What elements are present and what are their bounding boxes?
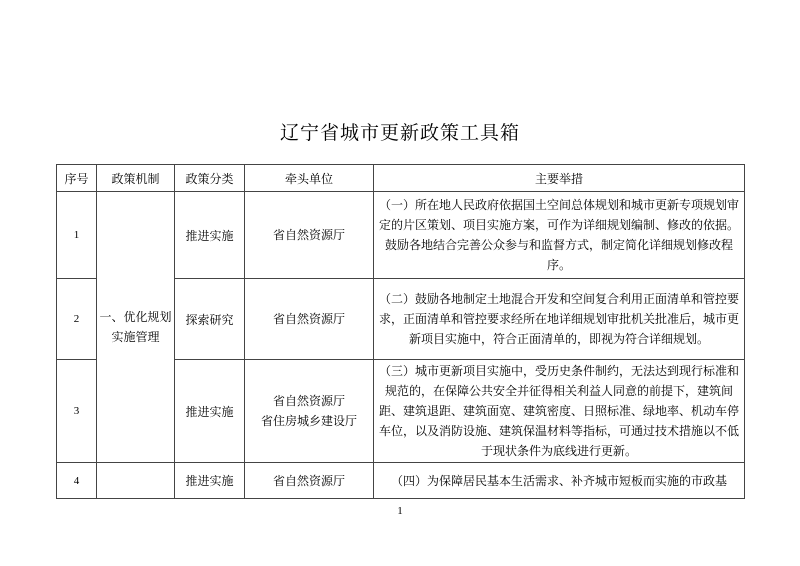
- row-measure: （一）所在地人民政府依据国土空间总体规划和城市更新专项规划审定的片区策划、项目实施方案，可作为详细规划编制、修改的依据。鼓励各地结合完善公众参与和监督方式，制定简化详细规划修改程序。: [374, 192, 745, 279]
- row-measure: （二）鼓励各地制定土地混合开发和空间复合利用正面清单和管控要求，正面清单和管控要求经所在地详细规划审批机关批准后，城市更新项目实施中，符合正面清单的，即视为符合详细规划。: [374, 279, 745, 360]
- lead-unit-name: 省住房城乡建设厅: [260, 414, 357, 428]
- page-number: 1: [397, 505, 403, 517]
- lead-unit-name: 省自然资源厅: [272, 473, 345, 488]
- row-category: 推进实施: [175, 192, 245, 279]
- lead-unit-name: 省自然资源厅: [272, 394, 345, 408]
- table-row: [57, 192, 745, 279]
- row-lead-unit: [245, 463, 374, 499]
- lead-unit-name: 省自然资源厅: [272, 228, 345, 242]
- policy-table: [56, 164, 745, 499]
- row-measure: （三）城市更新项目实施中，受历史条件制约，无法达到现行标准和规范的，在保障公共安全并征得相关利益人同意的前提下，建筑间距、建筑退距、建筑面宽、建筑密度、日照标准、绿地率、机动车停车位，以及消防设施、建筑保温材料等指标，可通过技术措施以不低于现状条件为底线进行更新。: [374, 360, 745, 463]
- row-lead-unit: [245, 192, 374, 279]
- row-seq: 3: [57, 360, 97, 463]
- table-header-row: [57, 165, 745, 192]
- document-title: 辽宁省城市更新政策工具箱: [279, 122, 520, 144]
- mechanism-group-cell: 一、优化规划实施管理: [97, 192, 175, 463]
- header-category: 政策分类: [175, 165, 245, 192]
- row-lead-unit: [245, 360, 374, 463]
- row-seq: 2: [57, 279, 97, 360]
- row-lead-unit: [245, 279, 374, 360]
- header-lead-unit: 牵头单位: [245, 165, 374, 192]
- lead-unit-name: 省自然资源厅: [272, 312, 345, 326]
- header-measures: 主要举措: [374, 165, 745, 192]
- row-seq: 4: [57, 463, 97, 499]
- mechanism-empty-cell: [97, 463, 175, 499]
- table-row: [57, 463, 745, 499]
- row-category: 推进实施: [175, 360, 245, 463]
- header-mechanism: 政策机制: [97, 165, 175, 192]
- row-measure: （四）为保障居民基本生活需求、补齐城市短板而实施的市政基: [374, 463, 745, 499]
- header-seq: 序号: [57, 165, 97, 192]
- row-category: 推进实施: [175, 463, 245, 499]
- row-seq: 1: [57, 192, 97, 279]
- row-category: 探索研究: [175, 279, 245, 360]
